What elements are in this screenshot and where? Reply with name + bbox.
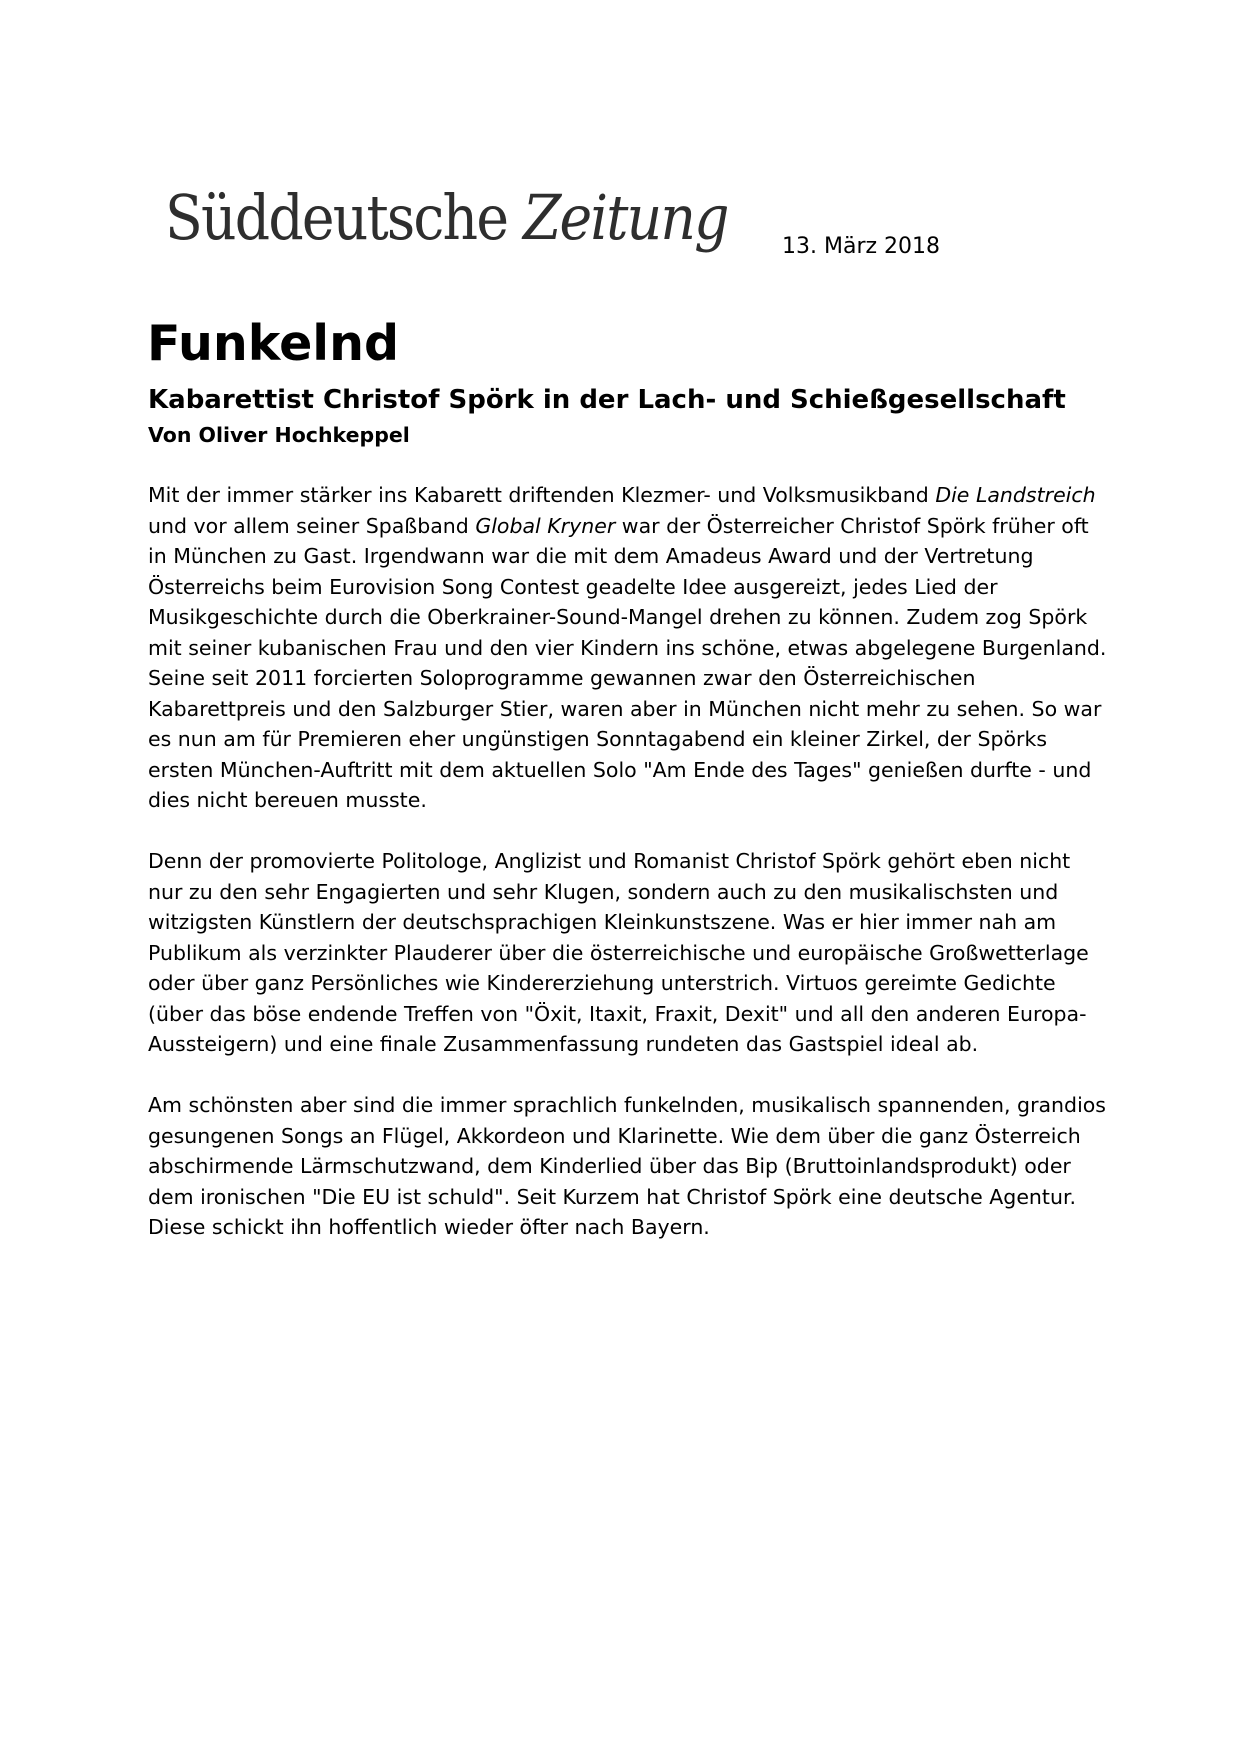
article-text-line [148, 602, 1108, 633]
text-segment: mit seiner kubanischen Frau und den vier Kindern ins schöne, etwas abgelegene Burgenland. [148, 635, 1107, 660]
logo-text-sueddeutsche: Süddeutsche [165, 181, 523, 254]
text-segment: ersten München-Auftritt mit dem aktuellen Solo "Am Ende des Tages" genießen durfte - und [148, 757, 1092, 782]
article-text-line [148, 663, 1108, 694]
text-segment: witzigsten Künstlern der deutschsprachigen Kleinkunstszene. Was er hier immer nah am [148, 910, 1057, 934]
text-segment: oder über ganz Persönliches wie Kindererziehung unterstrich. Virtuos gereimte Gedichte [148, 971, 1056, 995]
text-segment: nur zu den sehr Engagierten und sehr Klugen, sondern auch zu den musikalischsten und [148, 879, 1059, 904]
article-subheadline: Kabarettist Christof Spörk in der Lach- und Schießgesellschaft [148, 385, 1066, 415]
article-text-line [148, 480, 1108, 511]
article-text-line [148, 1121, 1108, 1152]
logo-text-zeitung: Zeitung [522, 181, 728, 254]
text-segment: Österreichs beim Eurovision Song Contest geadelte Idee ausgereizt, jedes Lied der [148, 574, 998, 599]
article-text-line [148, 1182, 1108, 1213]
article-text-line [148, 785, 1108, 816]
article-body [148, 480, 1108, 1273]
article-text-line [148, 846, 1108, 877]
article-paragraph [148, 480, 1108, 816]
text-segment: Mit der immer stärker ins Kabarett driftenden Klezmer- und Volksmusikband [148, 483, 936, 507]
text-segment: und vor allem seiner Spaßband [148, 513, 476, 538]
text-segment: Am schönsten aber sind die immer sprachlich funkelnden, musikalisch spannenden, grandios [148, 1093, 1106, 1117]
article-text-line [148, 755, 1108, 786]
publication-date: 13. März 2018 [782, 234, 941, 259]
article-text-line [148, 877, 1108, 908]
italic-title-text: Global Kryner [475, 513, 616, 538]
article-text-line [148, 572, 1108, 603]
article-text-line [148, 1090, 1108, 1121]
text-segment: Kabarettpreis und den Salzburger Stier, waren aber in München nicht mehr zu sehen. So war [148, 696, 1102, 721]
text-segment: es nun am für Premieren eher ungünstigen Sonntagabend ein kleiner Zirkel, der Spörks [148, 727, 1048, 751]
article-text-line [148, 1029, 1108, 1060]
article-text-line [148, 511, 1108, 542]
text-segment: Seine seit 2011 forcierten Soloprogramme gewannen zwar den Österreichischen [148, 666, 976, 690]
article-byline: Von Oliver Hochkeppel [148, 423, 410, 447]
text-segment: Musikgeschichte durch die Oberkrainer-Sound-Mangel drehen zu können. Zudem zog Spörk [148, 605, 1088, 629]
text-segment: gesungenen Songs an Flügel, Akkordeon und Klarinette. Wie dem über die ganz Österreich [148, 1123, 1081, 1148]
article-text-line [148, 1151, 1108, 1182]
text-segment: dies nicht bereuen musste. [148, 788, 427, 812]
text-segment: war der Österreicher Christof Spörk früher oft [615, 513, 1089, 538]
italic-title-text: Die Landstreich [935, 483, 1096, 507]
text-segment: (über das böse endende Treffen von "Öxit, Itaxit, Fraxit, Dexit" und all den anderen Europa- [148, 1001, 1087, 1026]
article-text-line [148, 999, 1108, 1030]
article-text-line [148, 694, 1108, 725]
text-segment: Aussteigern) und eine finale Zusammenfassung rundeten das Gastspiel ideal ab. [148, 1032, 979, 1056]
text-segment: Publikum als verzinkter Plauderer über die österreichische und europäische Großwetterlage [148, 940, 1089, 965]
article-text-line [148, 724, 1108, 755]
article-paragraph [148, 846, 1108, 1060]
text-segment: abschirmende Lärmschutzwand, dem Kinderlied über das Bip (Bruttoinlandsprodukt) oder [148, 1154, 1071, 1178]
text-segment: Diese schickt ihn hoffentlich wieder öfter nach Bayern. [148, 1215, 710, 1239]
article-text-line [148, 968, 1108, 999]
article-text-line [148, 633, 1108, 664]
article-text-line [148, 1212, 1108, 1243]
article-headline: Funkelnd [147, 315, 400, 372]
article-text-line [148, 938, 1108, 969]
article-text-line [148, 907, 1108, 938]
text-segment: dem ironischen "Die EU ist schuld". Seit Kurzem hat Christof Spörk eine deutsche Agentur. [148, 1184, 1077, 1209]
newspaper-logo [165, 178, 728, 258]
article-paragraph [148, 1090, 1108, 1243]
text-segment: in München zu Gast. Irgendwann war die mit dem Amadeus Award und der Vertretung [148, 544, 1034, 568]
article-text-line [148, 541, 1108, 572]
text-segment: Denn der promovierte Politologe, Anglizist und Romanist Christof Spörk gehört eben nicht [148, 849, 1071, 873]
